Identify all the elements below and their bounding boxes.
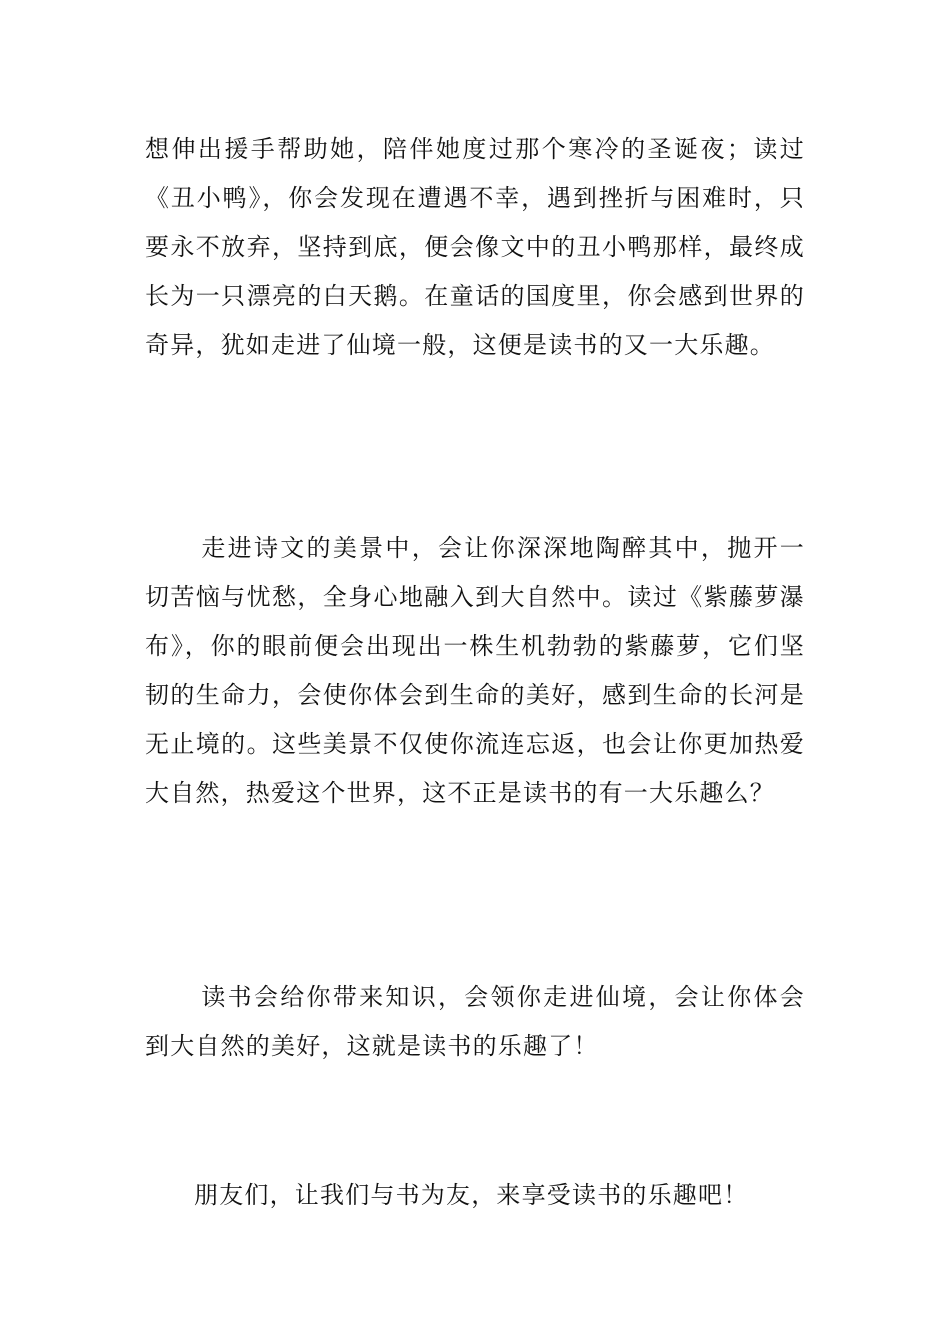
paragraph-reading-benefits: 读书会给你带来知识，会领你走进仙境，会让你体会到大自然的美好，这就是读书的乐趣了！ <box>145 983 805 1060</box>
paragraph-continuation: 想伸出援手帮助她，陪伴她度过那个寒冷的圣诞夜；读过《丑小鸭》，你会发现在遭遇不幸，遇到挫折与困难时，只要永不放弃，坚持到底，便会像文中的丑小鸭那样，最终成长为一只漂亮的白天鹅。在童话的国度里，你会感到世界的奇异，犹如走进了仙境一般，这便是读书的又一大乐趣。 <box>145 135 805 359</box>
paragraph-closing: 朋友们，让我们与书为友，来享受读书的乐趣吧！ <box>194 1181 749 1209</box>
paragraph-poetry-scenery: 走进诗文的美景中，会让你深深地陶醉其中，抛开一切苦恼与忧愁，全身心地融入到大自然中。读过《紫藤萝瀑布》，你的眼前便会出现出一株生机勃勃的紫藤萝，它们坚韧的生命力，会使你体会到生命的美好，感到生命的长河是无止境的。这些美景不仅使你流连忘返，也会让你更加热爱大自然，热爱这个世界，这不正是读书的有一大乐趣么？ <box>145 534 805 807</box>
